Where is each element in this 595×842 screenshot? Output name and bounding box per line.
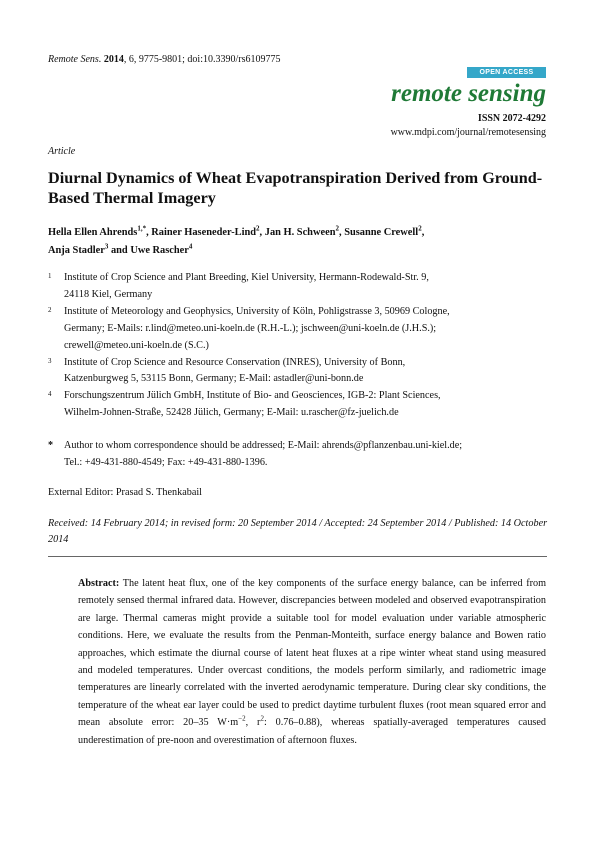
affiliation-number: 3	[48, 356, 52, 365]
correspondence-line: Author to whom correspondence should be addressed; E-Mail: ahrends@pflanzenbau.uni-kiel.de;	[64, 440, 463, 451]
correspondence-note	[48, 438, 558, 472]
abstract-text: : 0.76–0.88), whereas spatially-averaged temperatures caused underestimation of pre-noon and overestimation of afternoon fluxes.	[78, 717, 546, 746]
author-affil: 4	[188, 242, 193, 251]
author-sep: ,	[146, 227, 152, 238]
affiliation-line: crewell@meteo.uni-koeln.de (S.C.)	[64, 339, 209, 351]
affiliation-3	[48, 355, 558, 389]
author: Uwe Rascher	[130, 245, 189, 256]
corresponding-star: *	[142, 224, 147, 233]
author: Jan H. Schween	[264, 227, 336, 238]
author-sep: ,	[338, 227, 345, 238]
affiliation-4	[48, 388, 558, 422]
divider	[48, 556, 547, 557]
journal-url[interactable]: www.mdpi.com/journal/remotesensing	[390, 127, 546, 138]
citation-rest: , 6, 9775-9801; doi:10.3390/rs6109775	[123, 54, 281, 65]
author-affil: 1,	[137, 224, 143, 233]
author-sep: ,	[259, 227, 265, 238]
abstract-label: Abstract:	[78, 578, 120, 589]
author-affil: 3	[104, 242, 109, 251]
affiliation-line: Katzenburgweg 5, 53115 Bonn, Germany; E-Mail: astadler@uni-bonn.de	[64, 373, 364, 385]
affiliations	[48, 270, 558, 422]
author-list	[48, 224, 548, 260]
affiliation-line: Institute of Meteorology and Geophysics, University of Köln, Pohligstrasse 3, 50969 Cologne,	[64, 305, 450, 317]
author-affil: 2	[256, 224, 260, 233]
affiliation-2	[48, 304, 558, 355]
issn: ISSN 2072-4292	[477, 113, 546, 124]
journal-name: remote sensing	[391, 80, 546, 107]
author-sep: ,	[421, 227, 425, 238]
citation-year: 2014	[103, 54, 124, 65]
affiliation-line: 24118 Kiel, Germany	[64, 288, 153, 300]
publication-dates: Received: 14 February 2014; in revised form: 20 September 2014 / Accepted: 24 September 2014 / Published: 14 October 2014	[48, 518, 548, 545]
author-affil: 2	[335, 224, 339, 233]
citation-journal: Remote Sens.	[48, 54, 102, 65]
author: Hella Ellen Ahrends	[48, 227, 138, 238]
external-editor: External Editor: Prasad S. Thenkabail	[48, 487, 203, 498]
citation	[48, 54, 281, 65]
correspondence-star: *	[48, 440, 54, 451]
affiliation-line: Institute of Crop Science and Resource Conservation (INRES), University of Bonn,	[64, 356, 406, 368]
affiliation-number: 2	[48, 305, 52, 314]
author: Susanne Crewell	[344, 227, 419, 238]
abstract-text: The latent heat flux, one of the key components of the surface energy balance, can be inferred from remotely sensed thermal infrared data. However, discrepancies between modeled and observed evapotranspiration are large. Thermal cameras might provide a suitable tool for model evaluation under variable atmospheric conditions. Here, we evaluate the results from the Penman-Monteith, surface energy balance and Bowen ratio approaches, which estimate the diurnal course of latent heat fluxes at a ripe winter wheat stand using measured and modeled temperatures. Under overcast conditions, the models perform similarly, and radiometric image temperatures are linearly correlated with the inverted aerodynamic temperature. During clear sky conditions, the temperature of the wheat ear layer could be used to predict daytime turbulent fluxes (root mean squared error and mean absolute error: 20–35 W·m	[78, 578, 546, 729]
abstract-text: , r	[245, 717, 261, 729]
author-affil: 2	[418, 224, 422, 233]
affiliation-number: 1	[48, 272, 52, 280]
article-type: Article	[48, 146, 76, 157]
affiliation-number: 4	[48, 390, 52, 399]
paper-title: Diurnal Dynamics of Wheat Evapotranspiration Derived from Ground-Based Thermal Imagery	[48, 169, 543, 207]
author-sep: and	[108, 245, 131, 256]
affiliation-line: Institute of Crop Science and Plant Breeding, Kiel University, Hermann-Rodewald-Str. 9,	[64, 272, 429, 283]
affiliation-line: Forschungszentrum Jülich GmbH, Institute of Bio- and Geosciences, IGB-2: Plant Sciences,	[64, 390, 441, 402]
abstract-superscript: 2	[260, 714, 264, 723]
affiliation-1	[48, 270, 558, 304]
author: Anja Stadler	[48, 245, 105, 256]
abstract	[78, 575, 546, 749]
correspondence-line: Tel.: +49-431-880-4549; Fax: +49-431-880-1396.	[64, 456, 268, 468]
affiliation-line: Wilhelm-Johnen-Straße, 52428 Jülich, Germany; E-Mail: u.rascher@fz-juelich.de	[64, 407, 399, 419]
author: Rainer Haseneder-Lind	[151, 227, 257, 238]
abstract-superscript: −2	[238, 714, 246, 723]
open-access-badge: OPEN ACCESS	[467, 67, 546, 78]
affiliation-line: Germany; E-Mails: r.lind@meteo.uni-koeln.de (R.H.-L.); jschween@uni-koeln.de (J.H.S.);	[64, 322, 437, 334]
